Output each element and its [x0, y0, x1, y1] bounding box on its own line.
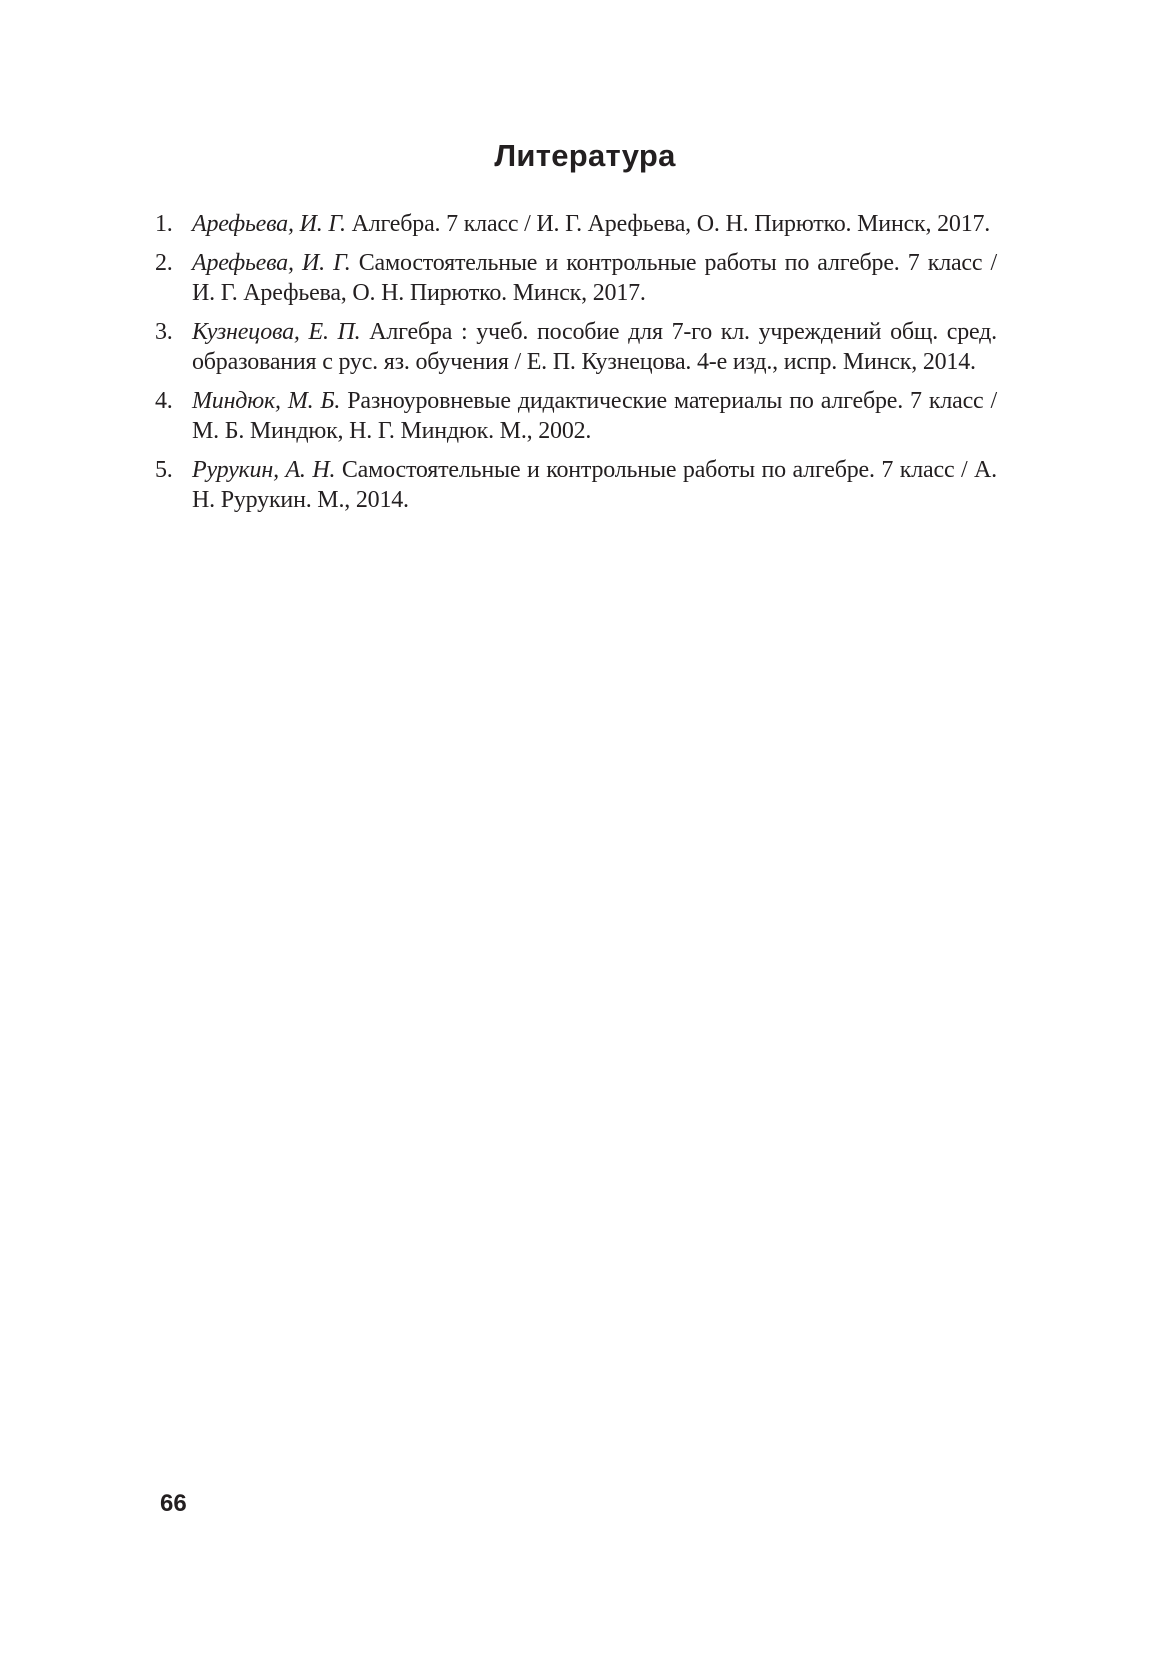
reference-text: Самостоятельные и контрольные работы по алгебре. 7 класс / И. Г. Арефьева, О. Н. Пирютко. Минск, 2017.: [192, 250, 997, 306]
reference-item: [155, 386, 997, 446]
reference-author: Кузнецова, Е. П.: [192, 319, 361, 345]
reference-number: 4.: [155, 388, 173, 414]
reference-number: 2.: [155, 250, 173, 276]
reference-item: [155, 317, 997, 377]
reference-text: Алгебра. 7 класс / И. Г. Арефьева, О. Н. Пирютко. Минск, 2017.: [345, 211, 991, 237]
reference-item: [155, 209, 997, 239]
reference-list: [155, 209, 997, 524]
reference-number: 3.: [155, 319, 173, 345]
reference-text: Самостоятельные и контрольные работы по алгебре. 7 класс / А. Н. Рурукин. М., 2014.: [192, 457, 997, 513]
page-number: 66: [160, 1490, 187, 1517]
reference-author: Миндюк, М. Б.: [192, 388, 341, 414]
reference-number: 1.: [155, 211, 173, 237]
page-heading: Литература: [494, 138, 676, 173]
reference-text: Разноуровневые дидактические материалы по алгебре. 7 класс / М. Б. Миндюк, Н. Г. Миндюк. М., 2002.: [192, 388, 997, 444]
reference-author: Арефьева, И. Г.: [192, 211, 346, 237]
reference-number: 5.: [155, 457, 173, 483]
reference-item: [155, 455, 997, 515]
reference-text: Алгебра : учеб. пособие для 7-го кл. учреждений общ. сред. образования с рус. яз. обучения / Е. П. Кузнецова. 4-е изд., испр. Минск, 2014.: [192, 319, 997, 375]
reference-author: Арефьева, И. Г.: [192, 250, 351, 276]
reference-item: [155, 248, 997, 308]
reference-author: Рурукин, А. Н.: [192, 457, 336, 483]
